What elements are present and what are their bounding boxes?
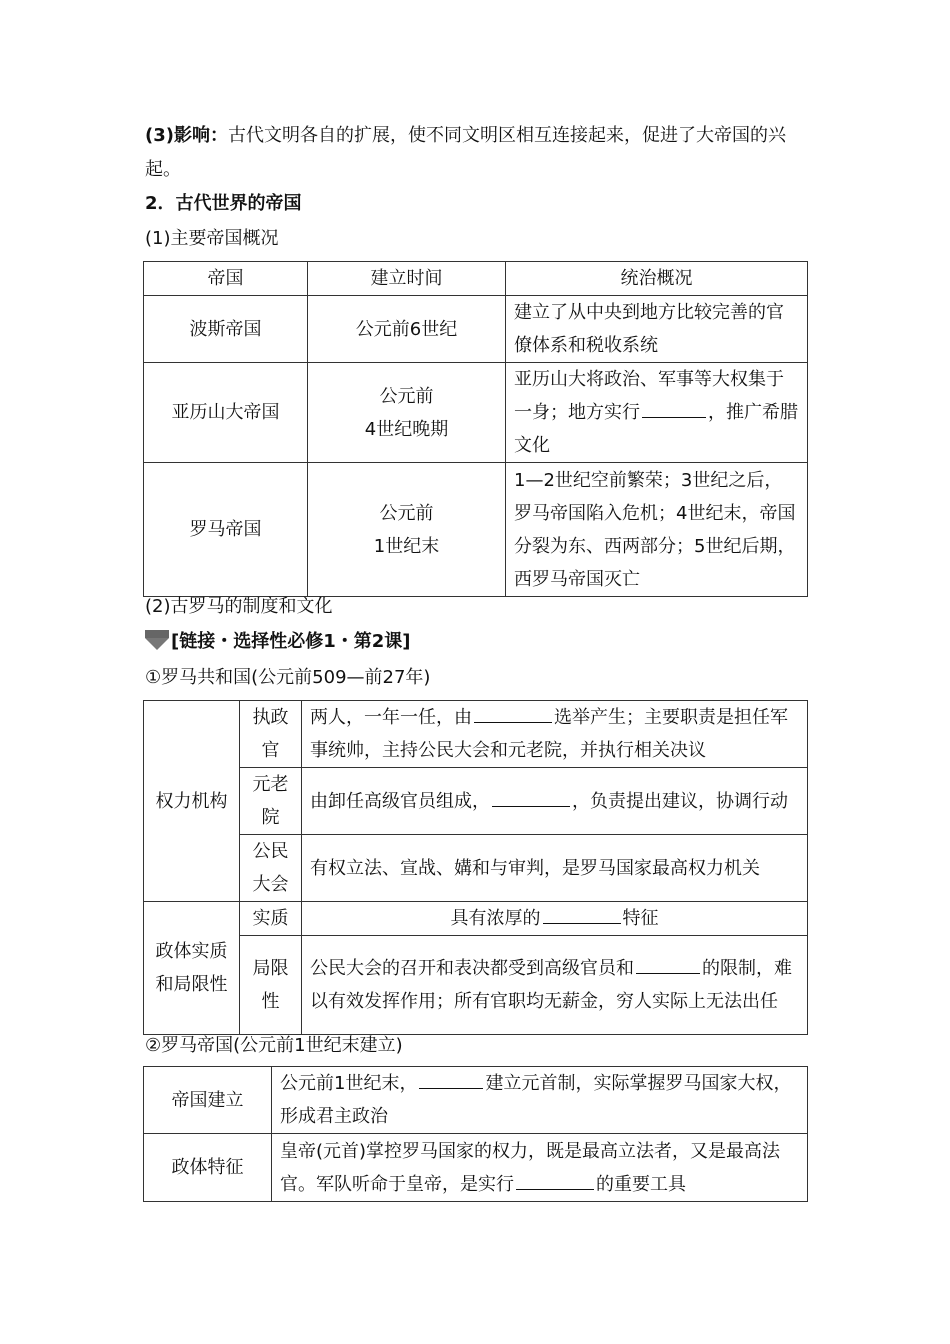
- influence-paragraph: [145, 119, 807, 187]
- essence-text-a: 具有浓厚的: [450, 908, 541, 929]
- limits-text-b: 的限制，难以有效发挥作用；所有官职均无薪金，穷人实际上无法出任: [310, 958, 792, 1012]
- senate-text: [302, 768, 808, 835]
- consul-label: 执政官: [240, 701, 302, 768]
- empire-name: 波斯帝国: [144, 296, 308, 363]
- empires-table: [143, 261, 808, 597]
- power-group-label: 权力机构: [144, 701, 240, 902]
- assembly-text: 有权立法、宣战、媾和与审判，是罗马国家最高权力机关: [302, 835, 808, 902]
- table-row: [144, 463, 808, 597]
- empire-time: 公元前6世纪: [308, 296, 506, 363]
- empire-overview: 建立了从中央到地方比较完善的官僚体系和税收系统: [506, 296, 808, 363]
- features-text-a: 皇帝(元首)掌控罗马国家的权力，既是最高立法者，又是最高法官。军队听命于皇帝，是实行: [280, 1140, 781, 1195]
- essence-text-b: 特征: [622, 908, 659, 929]
- sub1-title: (1)主要帝国概况: [145, 228, 279, 249]
- essence-text: [302, 902, 808, 936]
- header-empire: 帝国: [144, 262, 308, 296]
- limits-text-a: 公民大会的召开和表决都受到高级官员和: [310, 958, 634, 979]
- section2-title: 2．古代世界的帝国: [145, 193, 302, 214]
- header-overview: 统治概况: [506, 262, 808, 296]
- features-label: 政体特征: [144, 1134, 272, 1202]
- founding-text-a: 公元前1世纪末，: [280, 1073, 418, 1094]
- empire-overview: [506, 363, 808, 463]
- fill-blank[interactable]: [516, 1169, 594, 1190]
- limits-text: [302, 936, 808, 1035]
- features-text: [272, 1134, 808, 1202]
- overview-text-a: 亚历山大将政治、军事等大权集于一身；地方实行: [514, 369, 784, 423]
- empire-time: 公元前 4世纪晚期: [308, 363, 506, 463]
- consul-text: [302, 701, 808, 768]
- empire-overview: 1—2世纪空前繁荣；3世纪之后，罗马帝国陷入危机；4世纪末，帝国分裂为东、西两部分；5世纪后期，西罗马帝国灭亡: [506, 463, 808, 597]
- fill-blank[interactable]: [636, 953, 700, 974]
- consul-text-a: 两人，一年一任，由: [310, 707, 472, 728]
- fill-blank[interactable]: [474, 702, 552, 723]
- limits-label: 局限性: [240, 936, 302, 1035]
- fill-blank[interactable]: [492, 786, 570, 807]
- founding-text-b: 建立元首制，实际掌握罗马国家大权，形成君主政治: [280, 1073, 792, 1127]
- overview-text-b: ，推广希腊文化: [514, 402, 798, 456]
- consul-text-b: 选举产生；主要职责是担任军事统帅，主持公民大会和元老院，并执行相关决议: [310, 707, 788, 761]
- fill-blank[interactable]: [419, 1068, 483, 1089]
- senate-label: 元老院: [240, 768, 302, 835]
- empire-name: 罗马帝国: [144, 463, 308, 597]
- table-row: [144, 296, 808, 363]
- nature-group-label: 政体实质和局限性: [144, 902, 240, 1035]
- senate-text-a: 由卸任高级官员组成，: [310, 790, 490, 812]
- features-text-b: 的重要工具: [596, 1173, 686, 1195]
- empire-name: 亚历山大帝国: [144, 363, 308, 463]
- empire-time: 公元前 1世纪末: [308, 463, 506, 597]
- assembly-label: 公民大会: [240, 835, 302, 902]
- down-arrow-icon: [145, 630, 169, 650]
- sub2-title: (2)古罗马的制度和文化: [145, 596, 333, 617]
- fill-blank[interactable]: [642, 397, 706, 418]
- header-time: 建立时间: [308, 262, 506, 296]
- empire-title: ②罗马帝国(公元前1世纪末建立): [145, 1035, 403, 1056]
- founding-label: 帝国建立: [144, 1067, 272, 1134]
- republic-title: ①罗马共和国(公元前509—前27年): [145, 667, 431, 688]
- essence-label: 实质: [240, 902, 302, 936]
- influence-label: (3)影响：: [145, 125, 228, 146]
- influence-text: 古代文明各自的扩展，使不同文明区相互连接起来，促进了大帝国的兴起。: [145, 125, 786, 180]
- senate-text-b: ，负责提出建议，协调行动: [572, 790, 788, 812]
- founding-text: [272, 1067, 808, 1134]
- roman-empire-table: [143, 1066, 808, 1202]
- table-row: [144, 363, 808, 463]
- link-label: [链接・选择性必修1・第2课]: [171, 631, 411, 652]
- republic-table: [143, 700, 808, 1035]
- link-line: [145, 625, 807, 659]
- fill-blank[interactable]: [543, 903, 621, 924]
